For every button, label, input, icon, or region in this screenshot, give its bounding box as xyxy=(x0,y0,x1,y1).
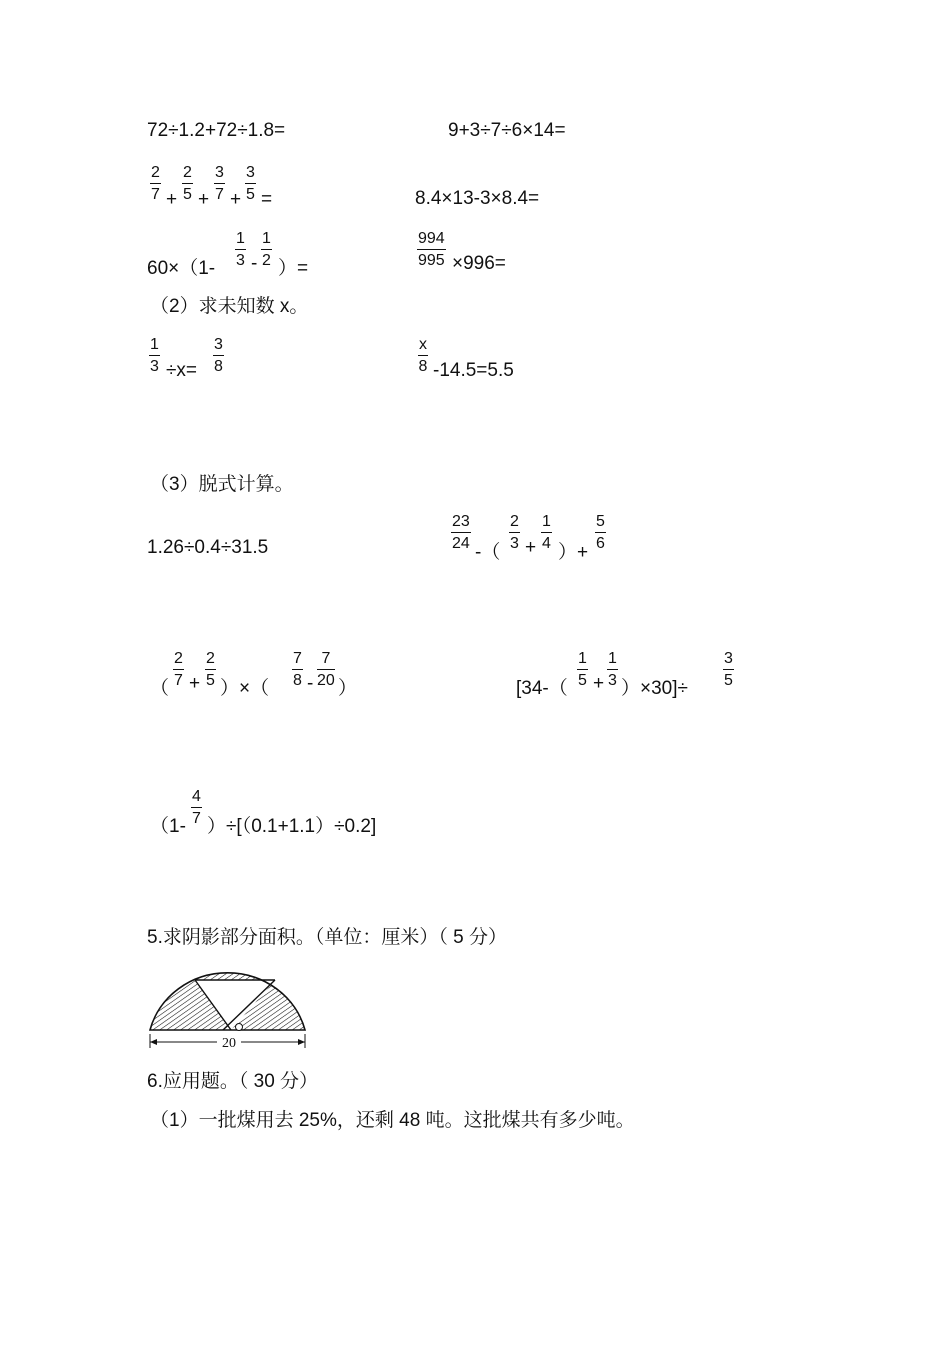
operator: + xyxy=(593,673,605,694)
fraction: $\frac{4}{7}$ xyxy=(192,788,201,827)
expr-tail: ×996= xyxy=(452,253,506,274)
expr-mid: ÷x= xyxy=(166,360,198,381)
fraction: $\frac{x}{8}$ xyxy=(418,336,428,375)
fraction: $\frac{1}{3}$ xyxy=(608,650,617,689)
figure-dimension-label: 20 xyxy=(222,1036,236,1051)
fraction: $\frac{7}{8}$ xyxy=(293,650,302,689)
operator: + xyxy=(525,537,537,558)
fraction: $\frac{994}{995}$ xyxy=(418,230,445,269)
fraction: $\frac{3}{8}$ xyxy=(214,336,223,375)
fraction: $\frac{1}{2}$ xyxy=(262,230,271,269)
operator: + xyxy=(230,189,242,210)
fraction: $\frac{23}{24}$ xyxy=(452,513,470,552)
question-6-title: 6.应用题。（ 30 分） xyxy=(147,1071,319,1092)
paren-close: ） xyxy=(338,678,358,699)
fraction: $\frac{2}{7}$ xyxy=(151,164,160,203)
question-5-title: 5.求阴影部分面积。（单位：厘米）（ 5 分） xyxy=(147,927,507,948)
fraction: $\frac{2}{7}$ xyxy=(174,650,183,689)
fraction: $\frac{1}{4}$ xyxy=(542,513,551,552)
fraction: $\frac{2}{5}$ xyxy=(206,650,215,689)
operator: + xyxy=(189,673,201,694)
section-heading-3: （3）脱式计算。 xyxy=(150,474,294,495)
expr-1: 72÷1.2+72÷1.8= xyxy=(147,120,286,141)
fraction: $\frac{5}{6}$ xyxy=(596,513,605,552)
operator: + xyxy=(166,189,178,210)
question-6-sub-1: （1）一批煤用去 25%，还剩 48 吨。这批煤共有多少吨。 xyxy=(150,1110,635,1131)
expr-lead: （1- xyxy=(150,816,186,837)
fraction: $\frac{3}{7}$ xyxy=(215,164,224,203)
fraction: $\frac{3}{5}$ xyxy=(724,650,733,689)
expr-tail: ）÷[（0.1+1.1）÷0.2] xyxy=(207,816,377,837)
section-heading-2: （2）求未知数 x。 xyxy=(150,296,309,317)
fraction: $\frac{3}{5}$ xyxy=(246,164,255,203)
fraction: $\frac{1}{5}$ xyxy=(578,650,587,689)
expr-mid: ）×30]÷ xyxy=(621,678,688,699)
operator: = xyxy=(261,189,273,210)
fraction: $\frac{1}{3}$ xyxy=(150,336,159,375)
expr-2: 9+3÷7÷6×14= xyxy=(448,120,566,141)
expr-mid: -（ xyxy=(475,542,501,563)
expr-mid: ）×（ xyxy=(220,678,270,699)
expr-4: 8.4×13-3×8.4= xyxy=(415,188,540,209)
operator: - xyxy=(251,253,258,274)
fraction: $\frac{7}{20}$ xyxy=(317,650,335,689)
fraction: $\frac{2}{3}$ xyxy=(510,513,519,552)
expr-mid: ）+ xyxy=(558,542,589,563)
calc-1: 1.26÷0.4÷31.5 xyxy=(147,537,269,558)
shaded-semicircle-figure xyxy=(145,952,315,1052)
expr-tail: ）= xyxy=(278,258,309,279)
operator: - xyxy=(307,673,314,694)
fraction: $\frac{2}{5}$ xyxy=(183,164,192,203)
fraction: $\frac{1}{3}$ xyxy=(236,230,245,269)
operator: + xyxy=(198,189,210,210)
expr-lead: 60×（1- xyxy=(147,258,216,279)
expr-tail: -14.5=5.5 xyxy=(433,360,514,381)
expr-lead: [34-（ xyxy=(516,678,568,699)
paren-open: （ xyxy=(150,678,170,699)
